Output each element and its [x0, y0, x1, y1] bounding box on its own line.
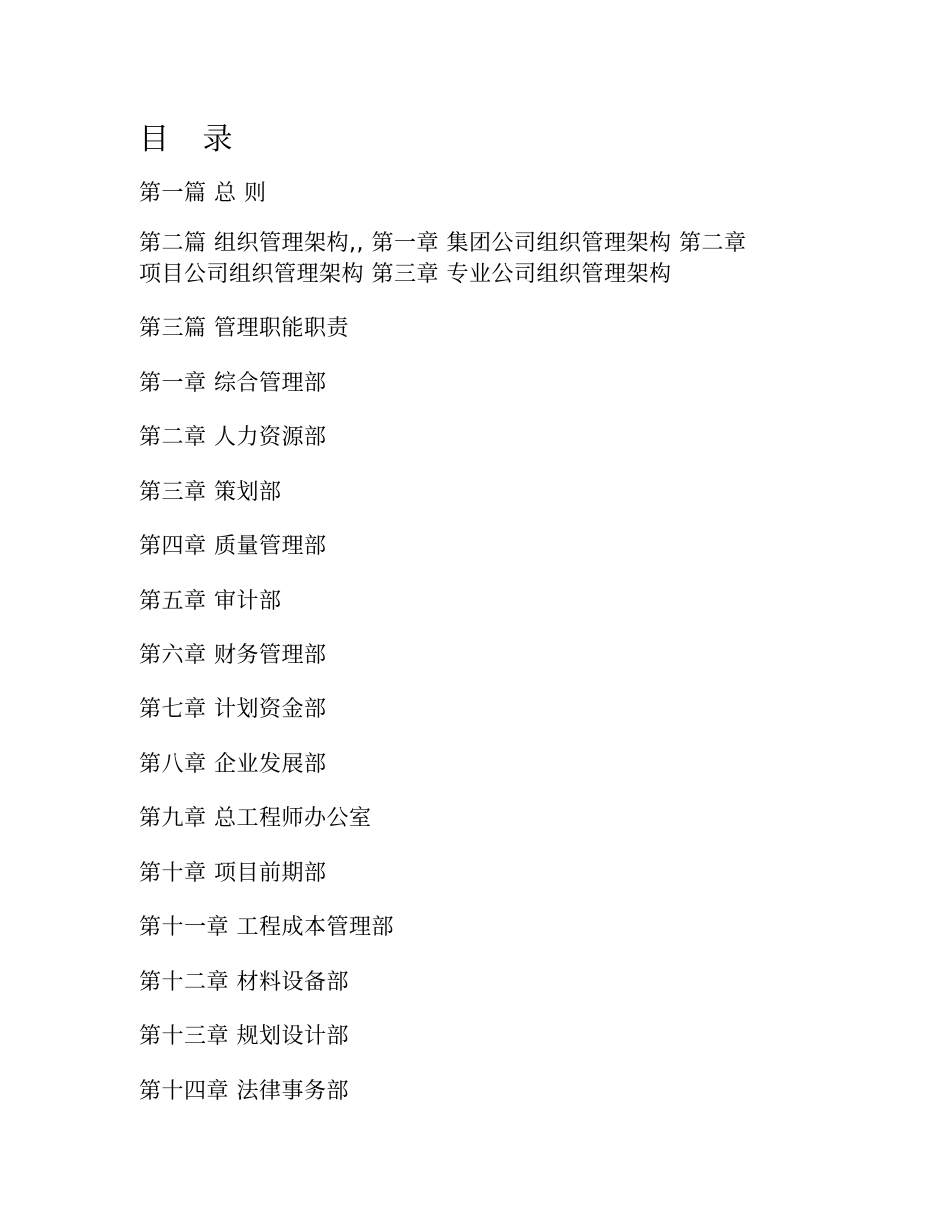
toc-entry-chapter-8: 第八章 企业发展部 [139, 752, 327, 777]
toc-entry-chapter-13: 第十三章 规划设计部 [139, 1024, 349, 1049]
toc-entry-chapter-11: 第十一章 工程成本管理部 [139, 915, 394, 940]
toc-entry-chapter-5: 第五章 审计部 [139, 589, 282, 614]
toc-entry-chapter-9: 第九章 总工程师办公室 [139, 806, 372, 831]
toc-entry-chapter-4: 第四章 质量管理部 [139, 534, 327, 559]
toc-entry-part-3: 第三篇 管理职能职责 [139, 316, 349, 341]
toc-entry-chapter-1: 第一章 综合管理部 [139, 371, 327, 396]
toc-entry-chapter-14: 第十四章 法律事务部 [139, 1079, 349, 1104]
toc-entry-chapter-7: 第七章 计划资金部 [139, 697, 327, 722]
toc-entry-part-1: 第一篇 总 则 [139, 181, 267, 206]
toc-entry-chapter-2: 第二章 人力资源部 [139, 425, 327, 450]
toc-entry-chapter-12: 第十二章 材料设备部 [139, 970, 349, 995]
toc-entry-chapter-10: 第十章 项目前期部 [139, 861, 327, 886]
toc-entry-chapter-6: 第六章 财务管理部 [139, 643, 327, 668]
toc-entry-part-2-line-1: 第二篇 组织管理架构,, 第一章 集团公司组织管理架构 第二章 [139, 231, 747, 256]
toc-entry-chapter-3: 第三章 策划部 [139, 480, 282, 505]
toc-title: 目 录 [139, 122, 245, 157]
toc-entry-part-2-line-2: 项目公司组织管理架构 第三章 专业公司组织管理架构 [139, 262, 672, 287]
